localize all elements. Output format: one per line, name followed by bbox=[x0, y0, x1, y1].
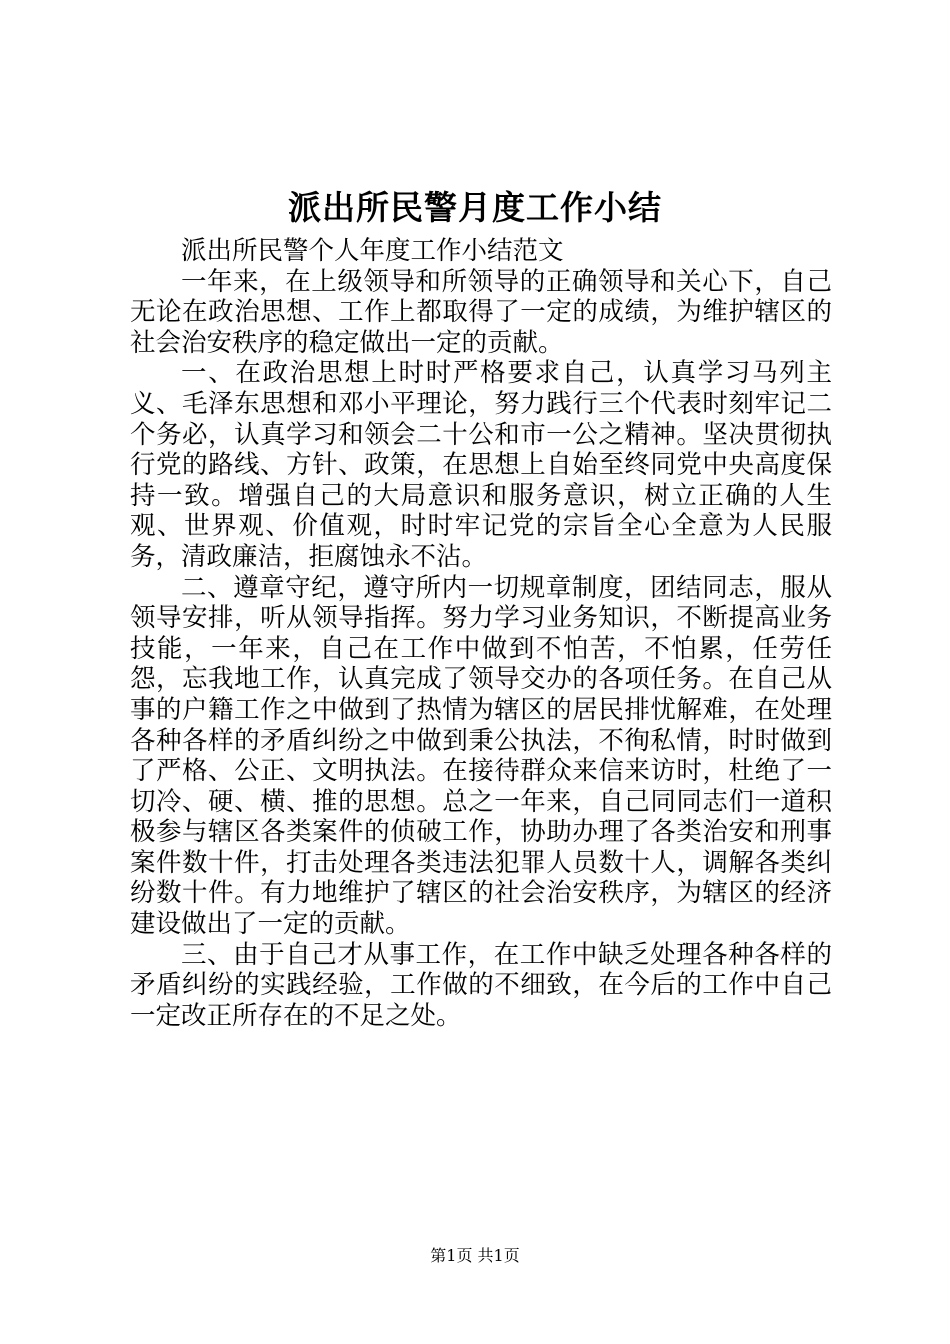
subtitle-paragraph: 派出所民警个人年度工作小结范文 bbox=[181, 236, 564, 266]
document-body bbox=[130, 236, 832, 1031]
section-three-paragraph: 三、由于自己才从事工作，在工作中缺乏处理各种各样的矛盾纠纷的实践经验，工作做的不细致，在今后的工作中自己一定改正所存在的不足之处。 bbox=[130, 939, 832, 1031]
document-title: 派出所民警月度工作小结 bbox=[288, 188, 662, 227]
section-two-paragraph: 二、遵章守纪，遵守所内一切规章制度，团结同志，服从领导安排，听从领导指挥。努力学习业务知识，不断提高业务技能，一年来，自己在工作中做到不怕苦，不怕累，任劳任怨，忘我地工作，认真完成了领导交办的各项任务。在自己从事的户籍工作之中做到了热情为辖区的居民排忧解难，在处理各种各样的矛盾纠纷之中做到秉公执法，不徇私情，时时做到了严格、公正、文明执法。在接待群众来信来访时，杜绝了一切冷、硬、横、推的思想。总之一年来，自己同同志们一道积极参与辖区各类案件的侦破工作，协助办理了各类治安和刑事案件数十件，打击处理各类违法犯罪人员数十人，调解各类纠纷数十件。有力地维护了辖区的社会治安秩序，为辖区的经济建设做出了一定的贡献。 bbox=[130, 572, 832, 940]
section-one-paragraph: 一、在政治思想上时时严格要求自己，认真学习马列主义、毛泽东思想和邓小平理论，努力践行三个代表时刻牢记二个务必，认真学习和领会二十公和市一公之精神。坚决贯彻执行党的路线、方针、政策，在思想上自始至终同党中央高度保持一致。增强自己的大局意识和服务意识，树立正确的人生观、世界观、价值观，时时牢记党的宗旨全心全意为人民服务，清政廉洁，拒腐蚀永不沾。 bbox=[130, 358, 832, 572]
intro-paragraph: 一年来，在上级领导和所领导的正确领导和关心下，自己无论在政治思想、工作上都取得了一定的成绩，为维护辖区的社会治安秩序的稳定做出一定的贡献。 bbox=[130, 266, 832, 358]
page-number-footer: 第1页 共1页 bbox=[430, 1246, 520, 1265]
